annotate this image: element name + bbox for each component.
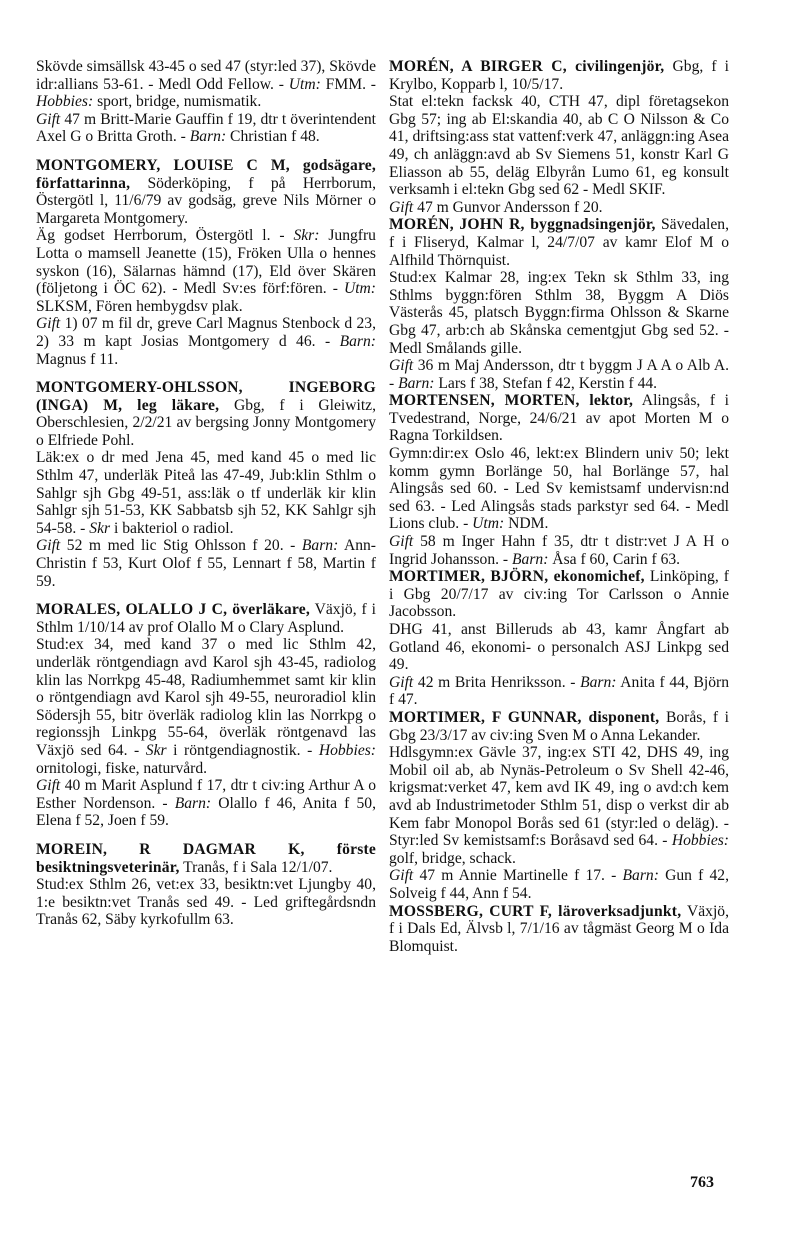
field-label: Gift <box>36 110 61 128</box>
entry-text: Anita f 44, Björn f 47. <box>389 673 729 709</box>
entry-paragraph <box>389 445 729 533</box>
entry-heading-paragraph <box>389 903 729 956</box>
field-label: Skr <box>145 741 167 759</box>
entry-text: FMM. - <box>320 75 376 93</box>
entry-text: Olallo f 46, Anita f 50, Elena f 52, Joen f 59. <box>36 794 376 830</box>
entry-name: MOSSBERG, CURT F, läroverksadjunkt, <box>389 902 682 920</box>
entry-text: 47 m Gunvor Andersson f 20. <box>413 198 603 216</box>
entry-heading-paragraph <box>36 841 376 876</box>
field-label: Gift <box>389 673 414 691</box>
entry-text: Läk:ex o dr med Jena 45, med kand 45 o med lic Sthlm 47, underläk Piteå las 47-49, Jub:klin Sthlm o Sahlgr sjh Gbg 49-51, ass:läk o tf underläk kir klin Sahlgr sjh 51-53, KK Sabbatsb sjh 52, KK Sahlgr sjh 54-58. - <box>36 449 376 537</box>
entry-heading-paragraph <box>389 58 729 93</box>
field-label: Barn: <box>398 374 435 392</box>
entry-text: Stat el:tekn facksk 40, CTH 47, dipl företagsekon Gbg 57; ing ab El:skandia 40, ab C O Nilsson & Co 41, driftsing:ass stat vattenf:verk 47, anläggn:ing Asea 49, ch anläggn:avd ab Sv Siemens 51, konstr Karl G Eliasson ab 55, deläg Elbyrån Lumo 61, eg konsult verksamh i el:tekn Gbg sed 62 - Medl SKIF. <box>389 93 729 199</box>
entry-paragraph <box>36 449 376 537</box>
entry-text: Magnus f 11. <box>36 350 119 368</box>
entry-text: 52 m med lic Stig Ohlsson f 20. - <box>60 537 302 555</box>
entry-text: Linköping, f i Gbg 20/7/17 av civ:ing Tor Carlsson o Annie Jacobsson. <box>389 568 729 621</box>
field-label: Gift <box>389 198 414 216</box>
entry-text: Christian f 48. <box>226 128 320 146</box>
entry-paragraph <box>389 199 729 217</box>
entry-text: Hdlsgymn:ex Gävle 37, ing:ex STI 42, DHS 49, ing Mobil oil ab, ab Nynäs-Petroleum o Sv Shell 42-46, krigsmat:verket 47, kem avd IK 49, ing o avd:ch kem avd ab Industrimetoder Sthlm 51, disp o verkst dir ab Kem fabr Monopol Borås sed 61 (styr:led o deläg). - Styr:led Sv kemistsamf:s Boråsavd sed 64. - <box>389 744 729 850</box>
entry <box>389 568 729 709</box>
entry-text: Skövde simsällsk 43-45 o sed 47 (styr:led 37), Skövde idr:allians 53-61. - Medl Odd Fellow. - <box>36 58 377 93</box>
entry <box>36 58 376 146</box>
entry-heading-paragraph <box>36 157 376 227</box>
entry <box>36 379 376 590</box>
entry-text: Växjö, f i Dals Ed, Älvsb l, 7/1/16 av tågmäst Georg M o Ida Blomquist. <box>389 902 730 955</box>
entry-text: 47 m Britt-Marie Gauffin f 19, dtr t överintendent Axel G o Britta Groth. - <box>36 110 376 146</box>
entry <box>389 392 729 568</box>
entry-name: MORTIMER, F GUNNAR, disponent, <box>389 708 660 726</box>
page-number: 763 <box>690 1174 714 1191</box>
entry-heading-paragraph <box>36 58 376 111</box>
entry-heading-paragraph <box>389 568 729 621</box>
field-label: Barn: <box>174 794 212 812</box>
entry-text: ornitologi, fiske, naturvård. <box>36 759 208 777</box>
entry-heading-paragraph <box>36 601 376 636</box>
entry-heading-paragraph <box>389 216 729 269</box>
field-label: Barn: <box>622 867 659 885</box>
entry-text: Tranås, f i Sala 12/1/07. <box>179 858 333 876</box>
field-label: Gift <box>389 533 414 551</box>
entry-heading-paragraph <box>389 709 729 744</box>
entry-text: Alingsås, f i Tvedestrand, Norge, 24/6/21 av apot Morten M o Ragna Torkildsen. <box>389 392 729 445</box>
entry-text: i röntgendiagnostik. - <box>166 741 319 759</box>
field-label: Gift <box>36 537 61 555</box>
field-label: Skr: <box>293 227 320 245</box>
entry-name: MONTGOMERY, LOUISE C M, godsägare, författarinna, <box>36 156 376 192</box>
entry-text: Stud:ex Sthlm 26, vet:ex 33, besiktn:vet Ljungby 40, 1:e besiktn:vet Tranås sed 49. - Led griftegårdsndn Tranås 62, Säby kyrkofullm 63. <box>36 876 376 929</box>
field-label: Barn: <box>189 128 227 146</box>
entry-text: SLKSM, Fören hembygdsv plak. <box>36 297 243 315</box>
entry-text: Gun f 42, Solveig f 44, Ann f 54. <box>389 867 729 902</box>
entry-text: DHG 41, anst Billeruds ab 43, kamr Ångfart ab Gotland 46, ekonomi- o personalch ASJ Linkpg sed 49. <box>389 621 729 674</box>
field-label: Gift <box>389 357 414 375</box>
field-label: Barn: <box>339 332 376 350</box>
entry-text: i bakteriol o radiol. <box>110 519 234 537</box>
entry-text: NDM. <box>504 515 549 533</box>
entry-text: Gymn:dir:ex Oslo 46, lekt:ex Blindern univ 50; lekt komm gymn Borlänge 50, hal Borlänge 57, hal Alingsås sed 60. - Led Sv kemistsamf undervisn:nd sed 63. - Led Alingsås stads parkstyr sed 64. - Medl Lions club. - <box>389 445 729 533</box>
entry-text: 1) 07 m fil dr, greve Carl Magnus Stenbock d 23, 2) 33 m kapt Josias Montgomery d 46. - <box>36 315 376 350</box>
entry-text: 42 m Brita Henriksson. - <box>413 673 581 691</box>
field-label: Hobbies: <box>318 741 376 759</box>
entry-name: MORTIMER, BJÖRN, ekonomichef, <box>389 568 645 586</box>
field-label: Utm: <box>288 75 321 93</box>
entry <box>389 709 729 903</box>
entry-paragraph <box>36 315 376 368</box>
entry-paragraph <box>36 777 376 830</box>
entry-text: Söderköping, f på Herrborum, Östergötl l, 11/6/79 av godsäg, greve Nils Mörner o Margareta Montgomery. <box>36 174 376 227</box>
entry-name: MORÉN, A BIRGER C, civilingenjör, <box>389 58 665 75</box>
left-column <box>36 58 376 940</box>
entry-text: Äg godset Herrborum, Östergötl l. - <box>36 227 294 245</box>
entry-text: Stud:ex 34, med kand 37 o med lic Sthlm 42, underläk röntgendiagn avd Karol sjh 43-45, radiolog klin las Norrkpg 45-48, Radiumhemmet samt kir klin o röntgendiagn avd Karol sjh 49-55, neuroradiol klin Södersjh 55, bitr överläk radiolog klin las Norrkpg o regionssjh Linkpg 55-64, överläk röntgenavd las Växjö sed 64. - <box>36 636 376 759</box>
field-label: Hobbies: <box>36 93 94 111</box>
entry-paragraph <box>36 876 376 929</box>
entry-text: Åsa f 60, Carin f 63. <box>548 550 681 568</box>
entry-name: MONTGOMERY-OHLSSON, INGEBORG (INGA) M, leg läkare, <box>36 379 376 414</box>
entry-heading-paragraph <box>389 392 729 445</box>
field-label: Utm: <box>343 280 376 298</box>
entry-text: Sävedalen, f i Fliseryd, Kalmar l, 24/7/07 av kamr Elof M o Alfhild Thörnquist. <box>389 216 729 269</box>
entry-paragraph <box>389 621 729 674</box>
field-label: Barn: <box>301 537 339 555</box>
entry <box>389 903 729 956</box>
entry-text: Borås, f i Gbg 23/3/17 av civ:ing Sven M o Anna Lekander. <box>389 708 729 744</box>
field-label: Gift <box>36 315 61 333</box>
entry-text: Ann-Christin f 53, Kurt Olof f 55, Lennart f 58, Martin f 59. <box>36 537 377 590</box>
entry-text: Gbg, f i Krylbo, Kopparb l, 10/5/17. <box>389 58 729 93</box>
entry-paragraph <box>389 93 729 199</box>
entry <box>36 601 376 830</box>
entry-paragraph <box>36 227 376 315</box>
entry-text: 47 m Annie Martinelle f 17. - <box>413 867 623 885</box>
field-label: Gift <box>389 867 414 885</box>
field-label: Skr <box>89 519 111 537</box>
entry-paragraph <box>36 636 376 777</box>
entry-text: Jungfru Lotta o mamsell Jeanette (15), Fröken Ulla o hennes syskon (16), Sälarnas hämnd (17), Eld över Skären (följetong i ÖC 62). - Medl Sv:es förf:fören. - <box>36 227 376 298</box>
field-label: Gift <box>36 777 61 795</box>
field-label: Utm: <box>472 515 505 533</box>
entry-paragraph <box>36 111 376 146</box>
field-label: Barn: <box>512 550 549 568</box>
entry-text: golf, bridge, schack. <box>389 849 516 867</box>
entry-paragraph <box>389 744 729 867</box>
entry-text: 36 m Maj Andersson, dtr t byggm J A A o Alb A. - <box>389 357 729 392</box>
field-label: Barn: <box>580 673 617 691</box>
entry-text: Lars f 38, Stefan f 42, Kerstin f 44. <box>434 374 658 392</box>
entry-paragraph <box>36 537 376 590</box>
entry-paragraph <box>389 533 729 568</box>
entry <box>36 841 376 929</box>
entry <box>389 216 729 392</box>
entry-paragraph <box>389 269 729 357</box>
right-column <box>389 58 729 955</box>
entry <box>36 157 376 368</box>
entry-name: MORALES, OLALLO J C, överläkare, <box>36 601 310 619</box>
entry-name: MORÉN, JOHN R, byggnadsingenjör, <box>389 216 656 234</box>
entry-heading-paragraph <box>36 379 376 449</box>
entry-text: Gbg, f i Gleiwitz, Oberschlesien, 2/2/21 av bergsing Jonny Montgomery o Elfriede Pohl. <box>36 396 376 449</box>
entry-paragraph <box>389 867 729 902</box>
entry-text: Stud:ex Kalmar 28, ing:ex Tekn sk Sthlm 33, ing Sthlms byggn:fören Sthlm 38, Byggm A Diös Västerås 45, platsch Byggn:firma Ohlsson & Skarne Gbg 47, arb:ch ab Skånska cementgjut Gbg sed 52. - Medl Smålands gille. <box>389 269 729 357</box>
entry-paragraph <box>389 357 729 392</box>
entry-name: MOREIN, R DAGMAR K, förste besiktningsveterinär, <box>36 840 376 876</box>
entry-paragraph <box>389 674 729 709</box>
entry-text: 40 m Marit Asplund f 17, dtr t civ:ing Arthur A o Esther Nordenson. - <box>36 777 376 812</box>
entry-text: sport, bridge, numismatik. <box>93 93 262 111</box>
entry-name: MORTENSEN, MORTEN, lektor, <box>389 392 634 410</box>
field-label: Hobbies: <box>671 832 729 850</box>
entry-text: 58 m Inger Hahn f 35, dtr t distr:vet J A H o Ingrid Johansson. - <box>389 533 729 568</box>
entry-text: Växjö, f i Sthlm 1/10/14 av prof Olallo M o Clary Asplund. <box>36 601 376 636</box>
entry <box>389 58 729 216</box>
